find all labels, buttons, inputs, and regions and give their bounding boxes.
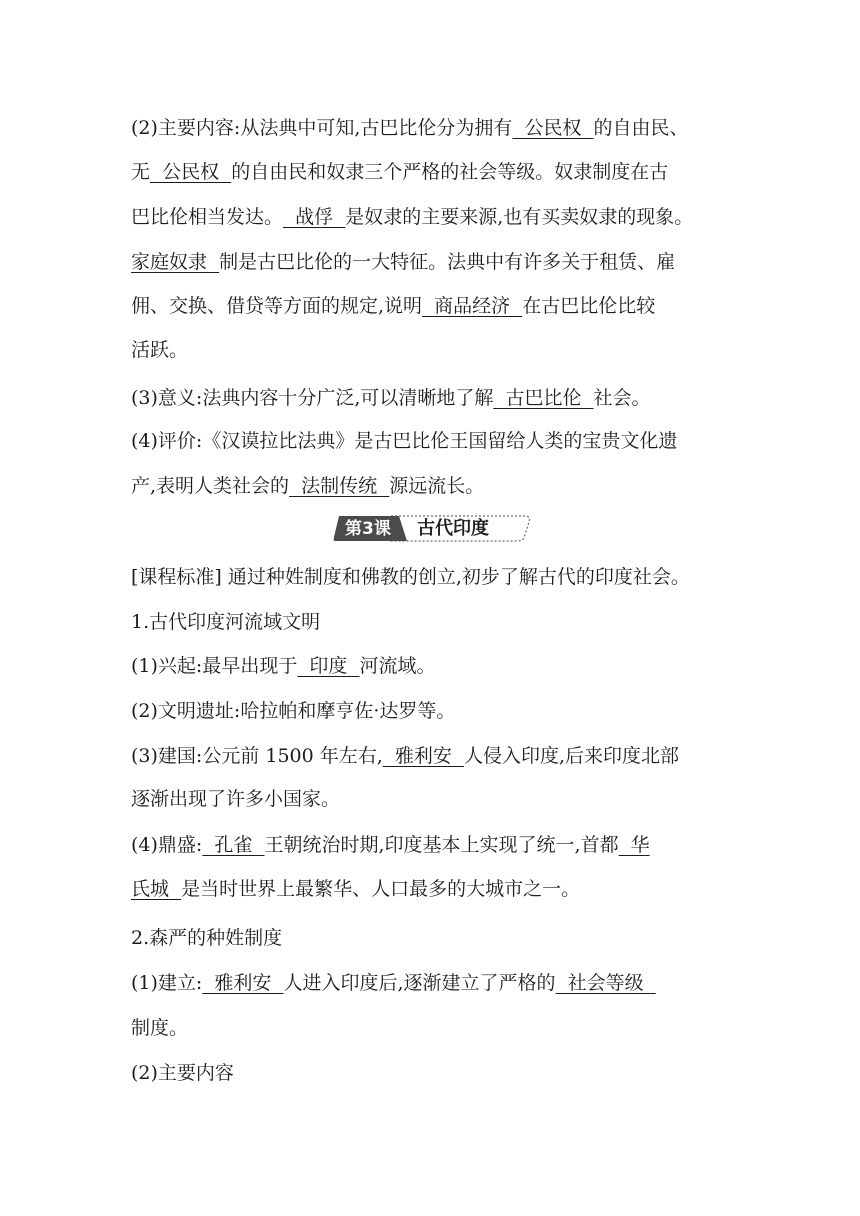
- text-line: [131, 386, 651, 410]
- text-segment: 在古巴比伦比较: [522, 295, 656, 317]
- text-segment: 的自由民、: [593, 117, 689, 139]
- text-segment: 制度。: [131, 1017, 189, 1039]
- text-segment: 活跃。: [131, 339, 189, 361]
- lesson-banner-graphic: [333, 513, 533, 543]
- text-segment: 的自由民和奴隶三个严格的社会等级。奴隶制度在古: [231, 161, 669, 183]
- text-segment: 制是古巴比伦的一大特征。法典中有许多关于租赁、雇: [219, 251, 676, 273]
- text-line: [131, 116, 689, 140]
- blank-answer: 氏城: [131, 878, 182, 900]
- blank-answer: 战俘: [283, 206, 346, 228]
- text-line: [131, 787, 340, 811]
- lesson-title: 古代印度: [417, 518, 489, 539]
- blank-answer: 公民权: [150, 161, 232, 183]
- text-line: [131, 833, 650, 857]
- text-segment: 人侵入印度,后来印度北部: [463, 745, 680, 767]
- text-segment: 2.森严的种姓制度: [131, 927, 283, 949]
- text-line: [131, 744, 679, 768]
- text-segment: (2)主要内容: [131, 1062, 234, 1084]
- text-segment: 产,表明人类社会的: [131, 475, 290, 497]
- text-segment: (4)鼎盛:: [131, 834, 203, 856]
- text-segment: 逐渐出现了许多小国家。: [131, 788, 341, 810]
- text-segment: 是奴隶的主要来源,也有买卖奴隶的现象。: [345, 206, 694, 228]
- text-line: [131, 1016, 188, 1040]
- lesson-banner: [333, 513, 533, 543]
- text-line: [131, 250, 675, 274]
- text-segment: [课程标准] 通过种姓制度和佛教的创立,初步了解古代的印度社会。: [131, 566, 690, 588]
- text-segment: 1.古代印度河流域文明: [131, 611, 321, 633]
- text-segment: 河流域。: [359, 655, 436, 677]
- text-segment: 巴比伦相当发达。: [131, 206, 284, 228]
- blank-answer: 商品经济: [422, 295, 523, 317]
- text-segment: (4)评价:《汉谟拉比法典》是古巴比伦王国留给人类的宝贵文化遗: [131, 430, 678, 452]
- text-segment: 是当时世界上最繁华、人口最多的大城市之一。: [181, 878, 581, 900]
- blank-answer: 印度: [297, 655, 360, 677]
- text-segment: (3)意义:法典内容十分广泛,可以清晰地了解: [131, 387, 494, 409]
- text-segment: (2)文明遗址:哈拉帕和摩亨佐·达罗等。: [131, 700, 456, 722]
- blank-answer: 华: [618, 834, 650, 856]
- text-line: [131, 205, 693, 229]
- text-segment: (1)兴起:最早出现于: [131, 655, 298, 677]
- blank-answer: 古巴比伦: [493, 387, 594, 409]
- text-segment: (2)主要内容:从法典中可知,古巴比伦分为拥有: [131, 117, 513, 139]
- text-line: [131, 877, 580, 901]
- text-segment: 人进入印度后,逐渐建立了严格的: [283, 972, 556, 994]
- text-line: [131, 926, 282, 950]
- text-line: [131, 160, 668, 184]
- blank-answer: 孔雀: [202, 834, 265, 856]
- text-line: [131, 971, 656, 995]
- text-segment: 无: [131, 161, 151, 183]
- blank-answer: 社会等级: [555, 972, 656, 994]
- text-segment: 源远流长。: [389, 475, 485, 497]
- blank-answer: 雅利安: [202, 972, 284, 994]
- text-line: [131, 610, 320, 634]
- text-segment: 社会。: [593, 387, 651, 409]
- text-line: [131, 699, 455, 723]
- text-line: [131, 294, 655, 318]
- blank-answer: 公民权: [512, 117, 594, 139]
- text-line: [131, 654, 436, 678]
- text-line: [131, 565, 690, 589]
- text-segment: 佣、交换、借贷等方面的规定,说明: [131, 295, 423, 317]
- text-line: [131, 474, 484, 498]
- blank-answer: 法制传统: [289, 475, 390, 497]
- text-segment: (1)建立:: [131, 972, 203, 994]
- blank-answer: 家庭奴隶: [131, 251, 220, 273]
- blank-answer: 雅利安: [382, 745, 464, 767]
- lesson-number: 第3课: [345, 519, 391, 539]
- text-line: [131, 1061, 234, 1085]
- text-line: [131, 338, 188, 362]
- text-line: [131, 429, 677, 453]
- text-segment: (3)建国:公元前 1500 年左右,: [131, 745, 383, 767]
- text-segment: 王朝统治时期,印度基本上实现了统一,首都: [264, 834, 619, 856]
